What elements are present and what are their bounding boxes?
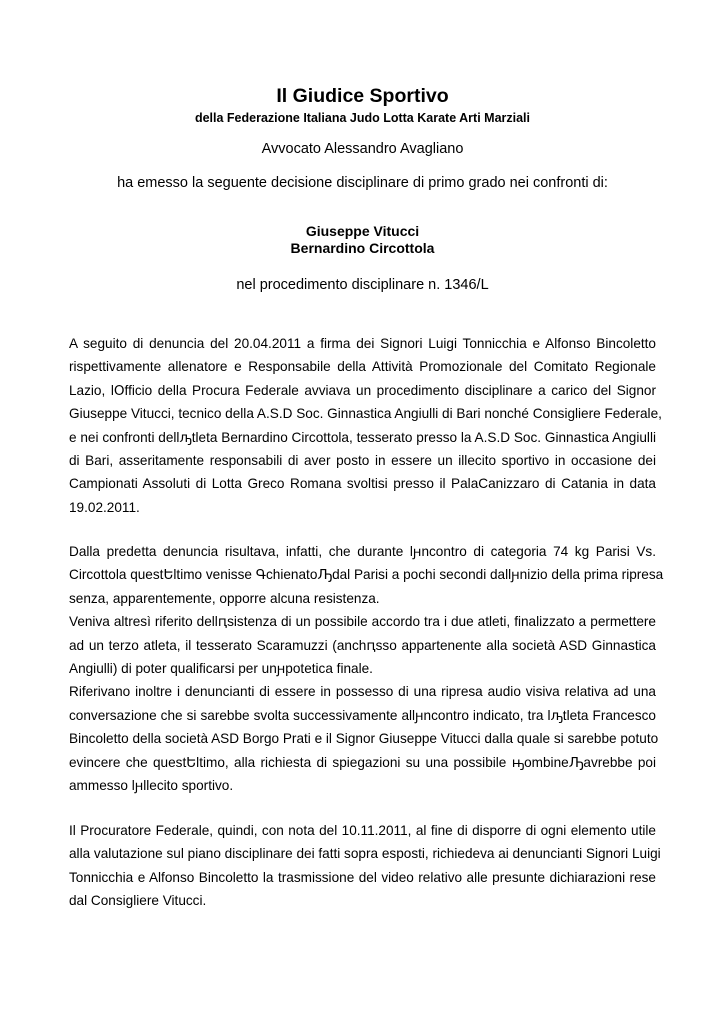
text-line: Campionati Assoluti di Lotta Greco Romana svoltisi presso il PalaCanizzaro di Catania in data — [69, 476, 656, 492]
defendant-names — [0, 223, 725, 257]
text-line: ad un terzo atleta, il tesserato Scaramuzzi (anchԥsso appartenente alla società ASD Ginnastica — [69, 637, 656, 653]
text-line: alla valutazione sul piano disciplinare dei fatti sopra esposti, richiedeva ai denuncianti Signori Luigi — [69, 846, 661, 862]
defendant-name: Bernardino Circottola — [290, 240, 435, 256]
text-line: Il Procuratore Federale, quindi, con nota del 10.11.2011, al fine di disporre di ogni elemento utile — [69, 823, 656, 838]
text-line: Circottola questԵltimo venisse ԳchienatoԠdal Parisi a pochi secondi dallԩnizio della prima ripresa — [69, 567, 664, 583]
text-line: dal Consigliere Vitucci. — [69, 893, 207, 909]
text-line: conversazione che si sarebbe svolta successivamente allԩncontro indicato, tra lԡtleta Francesco — [69, 707, 656, 723]
text-line: rispettivamente allenatore e Responsabile della Attività Promozionale del Comitato Regionale — [69, 359, 656, 375]
judge-name: Avvocato Alessandro Avagliano — [261, 141, 464, 157]
paragraph-prosecutor-request — [69, 819, 661, 913]
defendant-name: Giuseppe Vitucci — [305, 223, 420, 239]
paragraph-allegations — [69, 540, 664, 797]
text-line: Dalla predetta denuncia risultava, infatti, che durante lԩncontro di categoria 74 kg Parisi Vs. — [69, 544, 656, 559]
text-line: 19.02.2011. — [69, 499, 140, 515]
text-line: e nei confronti dellԡtleta Bernardino Circottola, tesserato presso la A.S.D Soc. Ginnastica Angiulli — [69, 429, 656, 445]
text-line: Lazio, lՕfficio della Procura Federale avviava un procedimento disciplinare a carico del Signor — [69, 382, 656, 398]
text-line: Angiulli) di poter qualificarsi per unԩpotetica finale. — [69, 660, 373, 676]
text-line: di Bari, asseritamente responsabili di aver posto in essere un illecito sportivo in occasione dei — [69, 452, 656, 468]
text-line: Veniva altresì riferito dellԥsistenza di un possibile accordo tra i due atleti, finalizzato a permettere — [69, 614, 656, 630]
text-line: Giuseppe Vitucci, tecnico della A.S.D Soc. Ginnastica Angiulli di Bari nonché Consigliere Federale, — [69, 406, 662, 422]
text-line: A seguito di denuncia del 20.04.2011 a firma dei Signori Luigi Tonnicchia e Alfonso Bincoletto — [69, 336, 656, 351]
procedure-number: nel procedimento disciplinare n. 1346/L — [236, 277, 489, 293]
text-line: Riferivano inoltre i denuncianti di essere in possesso di una ripresa audio visiva relativa ad una — [69, 684, 656, 700]
paragraph-complaint — [69, 332, 662, 519]
federation-subtitle: della Federazione Italiana Judo Lotta Karate Arti Marziali — [194, 111, 531, 125]
document-title: Il Giudice Sportivo — [276, 85, 449, 107]
text-line: senza, apparentemente, opporre alcuna resistenza. — [69, 590, 380, 606]
text-line: Bincoletto della società ASD Borgo Prati e il Signor Giuseppe Vitucci dalla quale si sarebbe potuto — [69, 731, 659, 747]
text-line: Tonnicchia e Alfonso Bincoletto la trasmissione del video relativo alle presunte dichiarazioni rese — [69, 869, 656, 885]
text-line: ammesso lԩllecito sportivo. — [69, 777, 234, 793]
decision-intro: ha emesso la seguente decisione disciplinare di primo grado nei confronti di: — [117, 175, 608, 191]
text-line: evincere che questԵltimo, alla richiesta di spiegazioni su una possibile ԣombineԠavrebbe poi — [69, 754, 656, 770]
